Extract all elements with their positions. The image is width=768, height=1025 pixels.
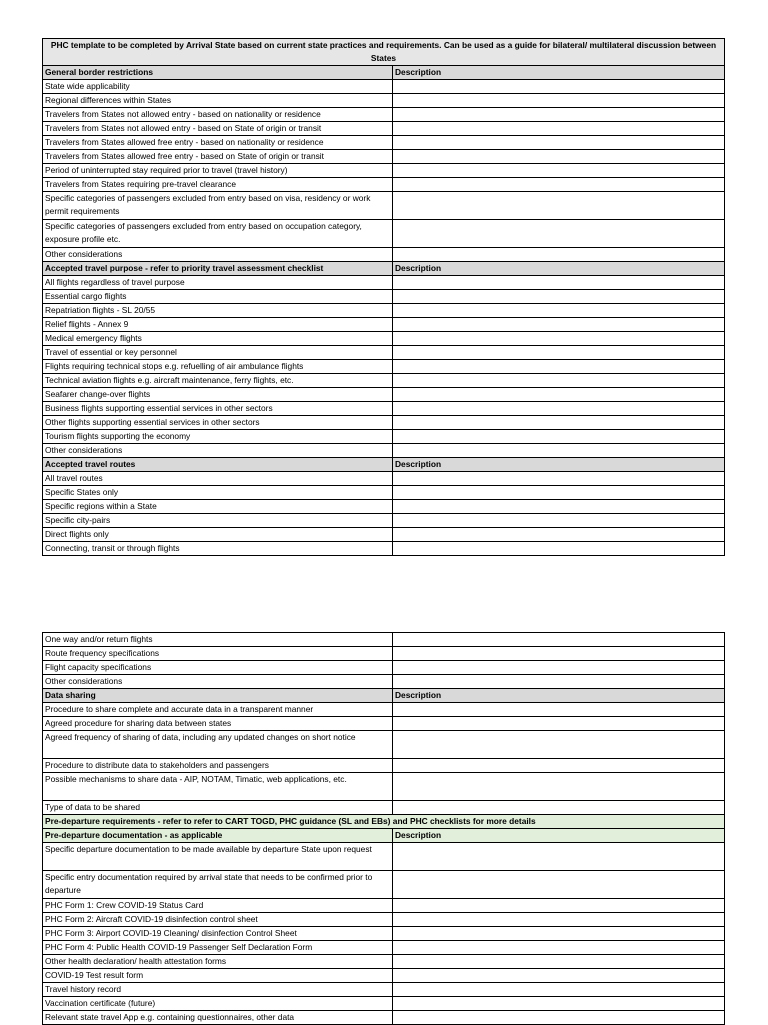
description-cell[interactable] — [393, 983, 725, 997]
table-row — [43, 983, 725, 997]
description-cell[interactable] — [393, 703, 725, 717]
phc-template-table-page-1 — [42, 38, 725, 556]
table-row — [43, 703, 725, 717]
section-title: General border restrictions — [43, 66, 393, 80]
table-row — [43, 248, 725, 262]
table-row — [43, 374, 725, 388]
description-cell[interactable] — [393, 444, 725, 458]
description-cell[interactable] — [393, 122, 725, 136]
table-row — [43, 290, 725, 304]
requirement-label: Specific regions within a State — [43, 500, 393, 514]
requirement-label: Vaccination certificate (future) — [43, 997, 393, 1011]
requirement-label: Medical emergency flights — [43, 332, 393, 346]
requirement-label: Other considerations — [43, 675, 393, 689]
requirement-label: COVID-19 Test result form — [43, 969, 393, 983]
requirement-label: Travel history record — [43, 983, 393, 997]
section-title: Data sharing — [43, 689, 393, 703]
description-cell[interactable] — [393, 94, 725, 108]
description-cell[interactable] — [393, 801, 725, 815]
description-cell[interactable] — [393, 178, 725, 192]
table-row — [43, 80, 725, 94]
description-header: Description — [393, 689, 725, 703]
requirement-label: Connecting, transit or through flights — [43, 542, 393, 556]
requirement-label: Travelers from States allowed free entry - based on State of origin or transit — [43, 150, 393, 164]
table-row — [43, 388, 725, 402]
requirement-label: PHC Form 4: Public Health COVID-19 Passenger Self Declaration Form — [43, 941, 393, 955]
description-cell[interactable] — [393, 913, 725, 927]
table-row — [43, 346, 725, 360]
description-cell[interactable] — [393, 528, 725, 542]
requirement-label: Other health declaration/ health attestation forms — [43, 955, 393, 969]
requirement-label: Specific entry documentation required by arrival state that needs to be confirmed prior to departure — [43, 871, 393, 899]
table-row — [43, 843, 725, 871]
table-row — [43, 731, 725, 759]
table-row — [43, 1011, 725, 1025]
requirement-label: Type of data to be shared — [43, 801, 393, 815]
description-cell[interactable] — [393, 248, 725, 262]
requirement-label: Agreed frequency of sharing of data, including any updated changes on short notice — [43, 731, 393, 759]
table-row — [43, 955, 725, 969]
requirement-label: Travelers from States requiring pre-travel clearance — [43, 178, 393, 192]
section-banner: Pre-departure requirements - refer to refer to CART TOGD, PHC guidance (SL and EBs) and PHC checklists for more details — [43, 815, 725, 829]
description-cell[interactable] — [393, 759, 725, 773]
phc-template-table-page-2 — [42, 632, 725, 1025]
description-cell[interactable] — [393, 136, 725, 150]
requirement-label: PHC Form 1: Crew COVID-19 Status Card — [43, 899, 393, 913]
requirement-label: Relevant state travel App e.g. containing questionnaires, other data — [43, 1011, 393, 1025]
description-header: Description — [393, 829, 725, 843]
description-header: Description — [393, 458, 725, 472]
table-row — [43, 717, 725, 731]
requirement-label: Technical aviation flights e.g. aircraft maintenance, ferry flights, etc. — [43, 374, 393, 388]
requirement-label: Travel of essential or key personnel — [43, 346, 393, 360]
requirement-label: Other flights supporting essential services in other sectors — [43, 416, 393, 430]
description-cell[interactable] — [393, 955, 725, 969]
description-cell[interactable] — [393, 346, 725, 360]
table-row — [43, 136, 725, 150]
description-cell[interactable] — [393, 150, 725, 164]
table-row — [43, 997, 725, 1011]
requirement-label: One way and/or return flights — [43, 633, 393, 647]
requirement-label: Travelers from States allowed free entry - based on nationality or residence — [43, 136, 393, 150]
requirement-label: Business flights supporting essential services in other sectors — [43, 402, 393, 416]
table-row — [43, 150, 725, 164]
description-cell[interactable] — [393, 647, 725, 661]
description-cell[interactable] — [393, 304, 725, 318]
description-cell[interactable] — [393, 192, 725, 220]
requirement-label: Period of uninterrupted stay required prior to travel (travel history) — [43, 164, 393, 178]
table-row — [43, 913, 725, 927]
description-cell[interactable] — [393, 402, 725, 416]
requirement-label: PHC Form 2: Aircraft COVID-19 disinfection control sheet — [43, 913, 393, 927]
table-row — [43, 164, 725, 178]
description-cell[interactable] — [393, 927, 725, 941]
description-cell[interactable] — [393, 486, 725, 500]
description-cell[interactable] — [393, 675, 725, 689]
description-cell[interactable] — [393, 290, 725, 304]
requirement-label: Travelers from States not allowed entry - based on nationality or residence — [43, 108, 393, 122]
requirement-label: PHC Form 3: Airport COVID-19 Cleaning/ disinfection Control Sheet — [43, 927, 393, 941]
description-cell[interactable] — [393, 108, 725, 122]
description-header: Description — [393, 262, 725, 276]
description-cell[interactable] — [393, 164, 725, 178]
table-row — [43, 759, 725, 773]
description-cell[interactable] — [393, 318, 725, 332]
description-cell[interactable] — [393, 374, 725, 388]
requirement-label: Repatriation flights - SL 20/55 — [43, 304, 393, 318]
description-cell[interactable] — [393, 717, 725, 731]
requirement-label: Tourism flights supporting the economy — [43, 430, 393, 444]
description-cell[interactable] — [393, 773, 725, 801]
table-row — [43, 304, 725, 318]
description-cell[interactable] — [393, 997, 725, 1011]
table-row — [43, 899, 725, 913]
description-cell[interactable] — [393, 388, 725, 402]
requirement-label: Route frequency specifications — [43, 647, 393, 661]
requirement-label: Other considerations — [43, 444, 393, 458]
section-header-row — [43, 262, 725, 276]
section-banner-row — [43, 815, 725, 829]
description-cell[interactable] — [393, 80, 725, 94]
requirement-label: Specific categories of passengers excluded from entry based on visa, residency or work permit requirements — [43, 192, 393, 220]
description-cell[interactable] — [393, 514, 725, 528]
table-row — [43, 500, 725, 514]
requirement-label: Specific departure documentation to be made available by departure State upon request — [43, 843, 393, 871]
table-row — [43, 486, 725, 500]
section-title: Accepted travel routes — [43, 458, 393, 472]
table-title-row — [43, 39, 725, 66]
requirement-label: State wide applicability — [43, 80, 393, 94]
requirement-label: All travel routes — [43, 472, 393, 486]
description-cell[interactable] — [393, 416, 725, 430]
description-cell[interactable] — [393, 500, 725, 514]
table-row — [43, 647, 725, 661]
requirement-label: Possible mechanisms to share data - AIP, NOTAM, Timatic, web applications, etc. — [43, 773, 393, 801]
description-cell[interactable] — [393, 430, 725, 444]
table-row — [43, 675, 725, 689]
requirement-label: Specific States only — [43, 486, 393, 500]
description-header: Description — [393, 66, 725, 80]
description-cell[interactable] — [393, 220, 725, 248]
table-title: PHC template to be completed by Arrival State based on current state practices and requirements. Can be used as a guide for bilateral/ multilateral discussion between States — [43, 39, 725, 66]
table-row — [43, 444, 725, 458]
description-cell[interactable] — [393, 871, 725, 899]
table-row — [43, 514, 725, 528]
table-row — [43, 94, 725, 108]
table-row — [43, 402, 725, 416]
requirement-label: Specific city-pairs — [43, 514, 393, 528]
description-cell[interactable] — [393, 633, 725, 647]
table-row — [43, 332, 725, 346]
table-row — [43, 430, 725, 444]
description-cell[interactable] — [393, 276, 725, 290]
section-header-row — [43, 458, 725, 472]
description-cell[interactable] — [393, 360, 725, 374]
table-row — [43, 661, 725, 675]
table-row — [43, 542, 725, 556]
section-header-row — [43, 829, 725, 843]
table-row — [43, 360, 725, 374]
table-row — [43, 192, 725, 220]
table-row — [43, 941, 725, 955]
table-row — [43, 773, 725, 801]
requirement-label: Relief flights - Annex 9 — [43, 318, 393, 332]
requirement-label: Specific categories of passengers excluded from entry based on occupation category, exposure profile etc. — [43, 220, 393, 248]
requirement-label: Other considerations — [43, 248, 393, 262]
table-row — [43, 178, 725, 192]
table-row — [43, 871, 725, 899]
table-row — [43, 801, 725, 815]
section-header-row — [43, 66, 725, 80]
table-row — [43, 276, 725, 290]
table-row — [43, 318, 725, 332]
description-cell[interactable] — [393, 472, 725, 486]
description-cell[interactable] — [393, 542, 725, 556]
table-row — [43, 122, 725, 136]
table-row — [43, 472, 725, 486]
requirement-label: Procedure to distribute data to stakeholders and passengers — [43, 759, 393, 773]
description-cell[interactable] — [393, 843, 725, 871]
requirement-label: Procedure to share complete and accurate data in a transparent manner — [43, 703, 393, 717]
description-cell[interactable] — [393, 969, 725, 983]
table-row — [43, 528, 725, 542]
requirement-label: Flights requiring technical stops e.g. refuelling of air ambulance flights — [43, 360, 393, 374]
section-title: Accepted travel purpose - refer to priority travel assessment checklist — [43, 262, 393, 276]
description-cell[interactable] — [393, 731, 725, 759]
section-header-row — [43, 689, 725, 703]
requirement-label: All flights regardless of travel purpose — [43, 276, 393, 290]
requirement-label: Direct flights only — [43, 528, 393, 542]
table-row — [43, 633, 725, 647]
requirement-label: Agreed procedure for sharing data between states — [43, 717, 393, 731]
requirement-label: Travelers from States not allowed entry - based on State of origin or transit — [43, 122, 393, 136]
table-row — [43, 416, 725, 430]
table-row — [43, 220, 725, 248]
description-cell[interactable] — [393, 941, 725, 955]
description-cell[interactable] — [393, 661, 725, 675]
requirement-label: Flight capacity specifications — [43, 661, 393, 675]
requirement-label: Essential cargo flights — [43, 290, 393, 304]
description-cell[interactable] — [393, 332, 725, 346]
requirement-label: Seafarer change-over flights — [43, 388, 393, 402]
description-cell[interactable] — [393, 899, 725, 913]
table-row — [43, 969, 725, 983]
table-row — [43, 927, 725, 941]
requirement-label: Regional differences within States — [43, 94, 393, 108]
description-cell[interactable] — [393, 1011, 725, 1025]
section-title: Pre-departure documentation - as applicable — [43, 829, 393, 843]
table-row — [43, 108, 725, 122]
